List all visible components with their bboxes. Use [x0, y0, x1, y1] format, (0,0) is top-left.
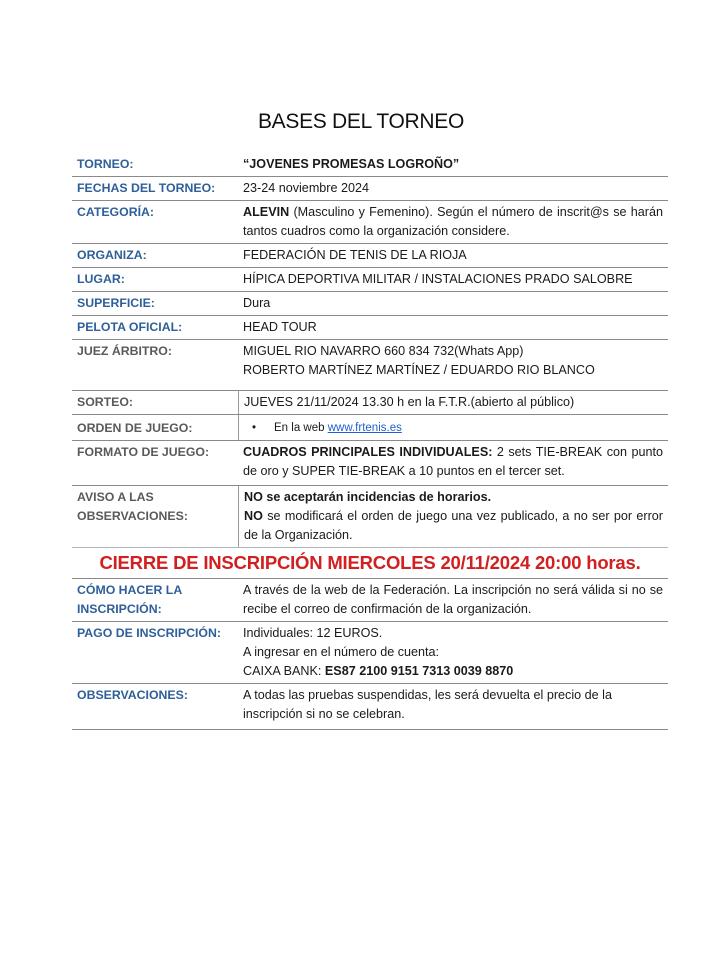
formato-bold: CUADROS PRINCIPALES INDIVIDUALES: — [243, 445, 493, 459]
juez-line-1: MIGUEL RIO NAVARRO 660 834 732(Whats App) — [243, 344, 524, 358]
row-orden — [72, 415, 668, 441]
pago-line-3 — [243, 662, 663, 681]
categoria-bold: ALEVIN — [243, 205, 290, 219]
row-como — [72, 579, 668, 622]
juez-line-2: ROBERTO MARTÍNEZ MARTÍNEZ / EDUARDO RIO BLANCO — [243, 363, 595, 377]
value-torneo: “JOVENES PROMESAS LOGROÑO” — [243, 157, 460, 171]
pago-line-2: A ingresar en el número de cuenta: — [243, 645, 440, 659]
orden-prefix: En la web — [274, 422, 328, 434]
formato-text: 2 sets TIE-BREAK con punto de oro y SUPER TIE-BREAK a 10 puntos en el tercer set. — [243, 445, 663, 478]
row-torneo — [72, 153, 668, 177]
tournament-info-table — [72, 153, 668, 730]
value-fechas: 23-24 noviembre 2024 — [243, 181, 370, 195]
bullet-icon: • — [252, 422, 257, 434]
row-aviso — [72, 486, 668, 548]
aviso-line-1: NO se aceptarán incidencias de horarios. — [244, 490, 492, 504]
label-pago: PAGO DE INSCRIPCIÓN: — [77, 626, 221, 640]
label-orden: ORDEN DE JUEGO: — [77, 421, 193, 435]
label-aviso-2: OBSERVACIONES: — [77, 509, 188, 523]
value-lugar: HÍPICA DEPORTIVA MILITAR / INSTALACIONES PRADO SALOBRE — [243, 272, 633, 286]
value-observaciones: A todas las pruebas suspendidas, les será devuelta el precio de la inscripción si no se celebran. — [243, 688, 612, 721]
aviso-no: NO — [244, 509, 263, 523]
label-formato: FORMATO DE JUEGO: — [77, 445, 210, 459]
label-sorteo: SORTEO: — [77, 395, 134, 409]
label-como-1: CÓMO HACER LA — [77, 583, 183, 597]
row-juez — [72, 340, 668, 391]
pago-iban: ES87 2100 9151 7313 0039 8870 — [324, 664, 514, 678]
row-pelota — [72, 316, 668, 340]
label-superficie: SUPERFICIE: — [77, 296, 155, 310]
row-pago — [72, 622, 668, 684]
value-como: A través de la web de la Federación. La inscripción no será válida si no se recibe el correo de confirmación de la organización. — [243, 583, 663, 616]
label-fechas: FECHAS DEL TORNEO: — [77, 181, 216, 195]
label-juez: JUEZ ÁRBITRO: — [77, 344, 172, 358]
value-organiza: FEDERACIÓN DE TENIS DE LA RIOJA — [243, 248, 467, 262]
value-pelota: HEAD TOUR — [243, 320, 317, 334]
value-formato — [238, 441, 668, 483]
categoria-text: (Masculino y Femenino). Según el número de inscrit@s se harán tantos cuadros como la organización considere. — [243, 205, 663, 238]
value-categoria — [238, 201, 668, 243]
row-superficie — [72, 292, 668, 316]
label-categoria: CATEGORÍA: — [77, 205, 154, 219]
label-pelota: PELOTA OFICIAL: — [77, 320, 183, 334]
label-observaciones: OBSERVACIONES: — [77, 688, 188, 702]
row-fechas — [72, 177, 668, 201]
row-formato — [72, 441, 668, 486]
row-observaciones — [72, 684, 668, 730]
pago-bank: CAIXA BANK: — [243, 664, 325, 678]
label-torneo: TORNEO: — [77, 157, 134, 171]
row-organiza — [72, 244, 668, 268]
document-title: BASES DEL TORNEO — [257, 110, 465, 133]
value-superficie: Dura — [243, 296, 271, 310]
value-sorteo: JUEVES 21/11/2024 13.30 h en la F.T.R.(abierto al público) — [238, 391, 668, 414]
row-lugar — [72, 268, 668, 292]
row-categoria — [72, 201, 668, 244]
aviso-text: se modificará el orden de juego una vez publicado, a no ser por error de la Organización. — [244, 509, 663, 542]
label-como-2: INSCRIPCIÓN: — [77, 602, 162, 616]
closing-notice: CIERRE DE INSCRIPCIÓN MIERCOLES 20/11/2024 20:00 horas. — [72, 548, 668, 579]
aviso-line-2 — [244, 507, 663, 545]
label-lugar: LUGAR: — [77, 272, 125, 286]
pago-line-1: Individuales: 12 EUROS. — [243, 626, 383, 640]
row-sorteo — [72, 391, 668, 415]
label-organiza: ORGANIZA: — [77, 248, 147, 262]
frtenis-link[interactable]: www.frtenis.es — [327, 422, 402, 434]
label-aviso-1: AVISO A LAS — [77, 490, 154, 504]
